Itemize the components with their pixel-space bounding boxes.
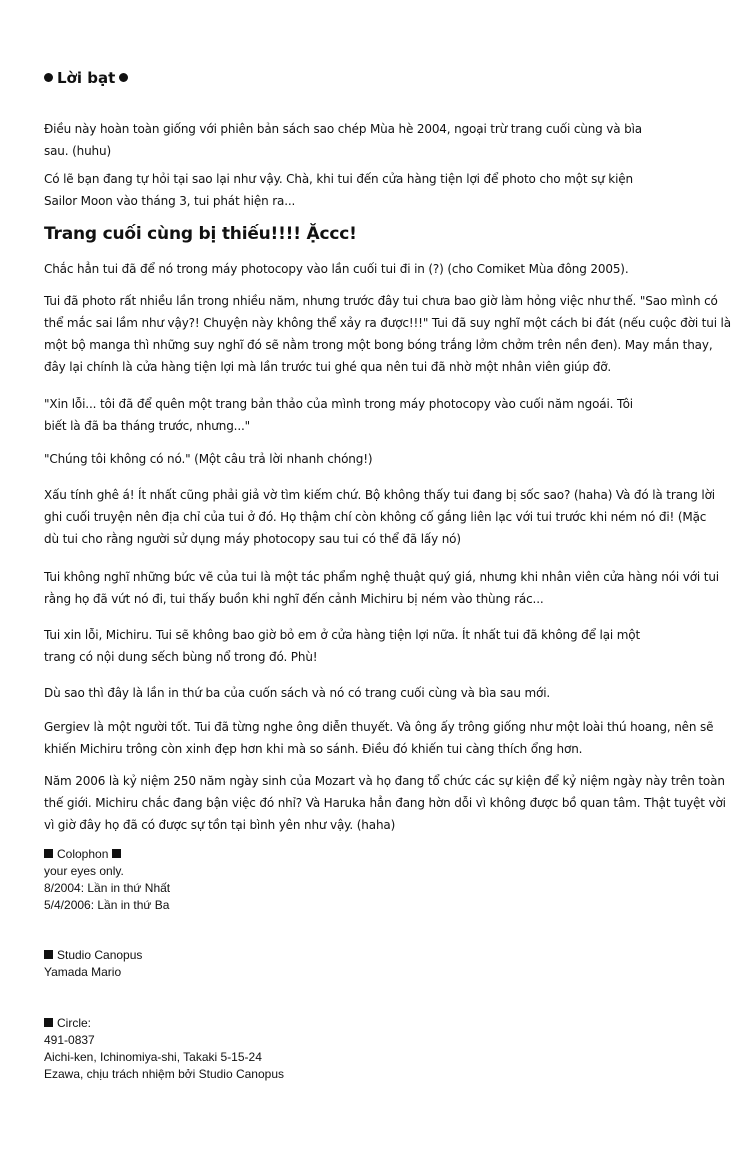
colophon-first-print: 8/2004: Lần in thứ Nhất [44, 881, 171, 895]
paragraph-2: Có lẽ bạn đang tự hỏi tại sao lại như vậy. Chà, khi tui đến cửa hàng tiện lợi để photo cho một sự kiện Sailor Moon vào tháng 3, tui phát hiện ra... [44, 172, 633, 208]
circle-contact: Ezawa, chịu trách nhiệm bởi Studio Canopus [44, 1067, 284, 1081]
bullet-dot-icon [44, 73, 53, 82]
paragraph-7: Xấu tính ghê á! Ít nhất cũng phải giả vờ tìm kiếm chứ. Bộ không thấy tui đang bị sốc sao? (haha) Và đó là trang lời ghi cuối truyện nên địa chỉ của tui ở đó. Họ thậm chí còn không cố gắng liên lạc với tui trước khi ném nó đi! (Mặc dù tui cho rằng người sử dụng máy photocopy sau tui có thể đã lấy nó) [44, 488, 715, 546]
studio-heading-row [44, 947, 142, 964]
studio-block [44, 947, 142, 981]
circle-heading: Circle: [57, 1016, 92, 1030]
headline: Trang cuối cùng bị thiếu!!!! Ặccc! [44, 224, 357, 244]
paragraph-10: Dù sao thì đây là lần in thứ ba của cuốn sách và nó có trang cuối cùng và bìa sau mới. [44, 686, 551, 700]
studio-heading: Studio Canopus [57, 948, 143, 962]
studio-author: Yamada Mario [44, 965, 122, 979]
circle-heading-row [44, 1015, 284, 1032]
colophon-heading: Colophon [57, 847, 109, 861]
colophon-heading-row [44, 846, 170, 863]
square-bullet-icon [112, 849, 121, 858]
paragraph-4: Tui đã photo rất nhiều lần trong nhiều năm, nhưng trước đây tui chưa bao giờ làm hỏng việc như thế. "Sao mình có thể mắc sai lầm như vậy?! Chuyện này không thể xảy ra được!!!" Tui đã suy nghĩ một cách bi đát (nếu cuộc đời tui là một bộ manga thì những suy nghĩ đó sẽ nằm trong một bong bóng trắng lởm chởm trên nền đen). May mắn thay, đây lại chính là cửa hàng tiện lợi mà lần trước tui ghé qua nên tui đã nhờ một nhân viên giúp đỡ. [44, 294, 731, 374]
circle-block [44, 1015, 284, 1083]
bullet-dot-icon [119, 73, 128, 82]
paragraph-5: "Xin lỗi... tôi đã để quên một trang bản thảo của mình trong máy photocopy vào cuối năm ngoái. Tôi biết là đã ba tháng trước, nhưng..." [44, 397, 633, 433]
colophon-title: your eyes only. [44, 864, 124, 878]
square-bullet-icon [44, 950, 53, 959]
afterword-title [44, 68, 128, 88]
paragraph-1: Điều này hoàn toàn giống với phiên bản sách sao chép Mùa hè 2004, ngoại trừ trang cuối cùng và bìa sau. (huhu) [44, 122, 642, 158]
paragraph-9: Tui xin lỗi, Michiru. Tui sẽ không bao giờ bỏ em ở cửa hàng tiện lợi nữa. Ít nhất tui đã không để lại một trang có nội dung sếch bùng nổ trong đó. Phù! [44, 628, 641, 664]
paragraph-3: Chắc hẳn tui đã để nó trong máy photocopy vào lần cuối tui đi in (?) (cho Comiket Mùa đông 2005). [44, 262, 629, 276]
afterword-title-text: Lời bạt [57, 69, 116, 87]
colophon-block [44, 846, 170, 914]
colophon-third-print: 5/4/2006: Lần in thứ Ba [44, 898, 170, 912]
paragraph-8: Tui không nghĩ những bức vẽ của tui là một tác phẩm nghệ thuật quý giá, nhưng khi nhân viên cửa hàng nói với tui rằng họ đã vứt nó đi, tui thấy buồn khi nghĩ đến cảnh Michiru bị ném vào thùng rác... [44, 570, 719, 606]
square-bullet-icon [44, 849, 53, 858]
circle-address: Aichi-ken, Ichinomiya-shi, Takaki 5-15-24 [44, 1050, 262, 1064]
paragraph-12: Năm 2006 là kỷ niệm 250 năm ngày sinh của Mozart và họ đang tổ chức các sự kiện để kỷ niệm ngày này trên toàn thế giới. Michiru chắc đang bận việc đó nhỉ? Và Haruka hẳn đang hờn dỗi vì không được bồ quan tâm. Thật tuyệt vời vì giờ đây họ đã có được sự tồn tại bình yên như vậy. (haha) [44, 774, 726, 832]
circle-postal-code: 491-0837 [44, 1033, 95, 1047]
square-bullet-icon [44, 1018, 53, 1027]
paragraph-11: Gergiev là một người tốt. Tui đã từng nghe ông diễn thuyết. Và ông ấy trông giống như một loài thú hoang, nên sẽ khiến Michiru trông còn xinh đẹp hơn khi mà so sánh. Điều đó khiến tui càng thích ổng hơn. [44, 720, 714, 756]
paragraph-6: "Chúng tôi không có nó." (Một câu trả lời nhanh chóng!) [44, 452, 373, 466]
